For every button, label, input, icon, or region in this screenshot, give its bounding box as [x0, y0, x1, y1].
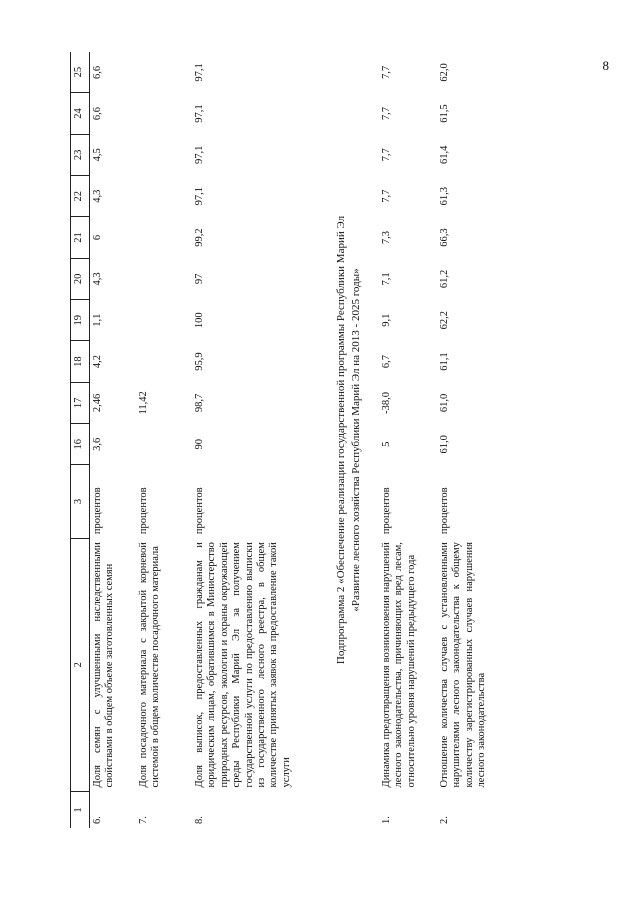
subprogram-title-row [314, 52, 379, 828]
table-row [192, 52, 314, 828]
header-cell: 21 [71, 217, 90, 258]
value-cell: 2,46 [92, 393, 103, 413]
indicator-name: Доля выписок, предоставленных гражданам и юридическим лицам, обратившимся в Министерство природных ресурсов, экологии и охраны окружающей среды Республики Марий Эл за получением государственной услуги по предоставлению выписки из государственного лесного реестра, в общем количестве принятых заявок на предоставление такой услуги [194, 542, 292, 788]
value-cell: 7,3 [380, 230, 392, 245]
value-cell: 7,7 [380, 106, 392, 121]
table-row [437, 52, 511, 828]
unit: процентов [438, 487, 450, 535]
row-number: 7. [138, 816, 149, 824]
unit: процентов [194, 487, 205, 535]
value-cell: 6,7 [380, 355, 392, 369]
value-cell: 4,5 [92, 148, 103, 162]
header-cell: 1 [71, 791, 90, 828]
table-row [136, 52, 192, 828]
value-cell: 9,1 [380, 313, 392, 327]
row-number: 8. [194, 816, 205, 824]
value-cell: 62,0 [438, 63, 450, 82]
rotated-page-content [70, 40, 630, 840]
value-cell [136, 217, 192, 258]
value-cell: 4,2 [92, 355, 103, 369]
value-cell: 6,6 [92, 65, 103, 79]
subprogram-title-line: «Развитие лесного хозяйства Республики Марий Эл на 2013 - 2025 годы» [350, 268, 363, 612]
value-cell: 6,6 [92, 106, 103, 121]
indicator-name: Доля семян с улучшенными наследственными свойствами в общем объеме заготовленных семян [92, 542, 116, 788]
value-cell: 97,1 [194, 187, 205, 206]
header-cell: 3 [71, 465, 90, 538]
row-number: 6. [92, 816, 103, 824]
value-cell: 61,2 [438, 269, 450, 289]
unit: процентов [138, 487, 149, 535]
page-number: 8 [602, 58, 609, 73]
row-number: 1. [380, 816, 392, 824]
unit: процентов [92, 487, 103, 535]
value-cell [136, 176, 192, 217]
value-cell: 11,42 [138, 391, 149, 415]
row-number: 2. [438, 816, 450, 824]
value-cell: 62,2 [438, 311, 450, 330]
table-header-row [71, 52, 90, 828]
value-cell: 61,1 [438, 352, 450, 371]
indicator-name: Динамика предотвращения возникновения нарушений лесного законодательства, причиняющих вред лесам, относительно уровня нарушений предыдущего года [380, 542, 417, 788]
value-cell: 61,4 [438, 145, 450, 165]
header-cell: 23 [71, 134, 90, 175]
indicators-table [70, 52, 511, 828]
header-cell: 18 [71, 341, 90, 382]
header-cell: 25 [71, 52, 90, 93]
table-row [90, 52, 137, 828]
value-cell: 66,3 [438, 228, 450, 247]
value-cell: 61,0 [438, 435, 450, 454]
value-cell: 61,3 [438, 187, 450, 206]
value-cell: 4,3 [92, 189, 103, 203]
value-cell: 6 [92, 234, 103, 241]
value-cell: 7,7 [380, 148, 392, 162]
value-cell: 7,1 [380, 272, 392, 286]
value-cell: 61,0 [438, 393, 450, 413]
header-cell: 20 [71, 258, 90, 299]
value-cell: 90 [194, 439, 205, 450]
value-cell: 97,1 [194, 145, 205, 165]
header-cell: 24 [71, 93, 90, 134]
header-cell: 19 [71, 300, 90, 341]
subprogram-title [314, 52, 379, 828]
table-row [379, 52, 437, 828]
value-cell: 97,1 [194, 63, 205, 82]
header-cell: 17 [71, 382, 90, 423]
value-cell [136, 258, 192, 299]
value-cell: 1,1 [92, 313, 103, 327]
value-cell: -38,0 [380, 391, 392, 414]
value-cell: 7,7 [380, 189, 392, 203]
indicator-name: Отношение количества случаев с установленными нарушителями лесного законодательства к общему количеству зарегистрированных случаев нарушения лесного законодательства [438, 542, 487, 788]
value-cell [136, 341, 192, 382]
header-cell: 22 [71, 176, 90, 217]
value-cell: 7,7 [380, 65, 392, 79]
value-cell: 99,2 [194, 228, 205, 247]
value-cell: 61,5 [438, 104, 450, 123]
value-cell [136, 134, 192, 175]
value-cell [136, 52, 192, 93]
value-cell: 97,1 [194, 104, 205, 123]
value-cell [136, 93, 192, 134]
value-cell: 97 [194, 273, 205, 285]
value-cell: 3,6 [92, 437, 103, 451]
value-cell [136, 300, 192, 341]
value-cell: 100 [194, 312, 205, 329]
unit: процентов [380, 487, 392, 535]
header-cell: 2 [71, 538, 90, 791]
value-cell: 5 [380, 441, 392, 447]
value-cell: 98,7 [194, 393, 205, 413]
subprogram-title-line: Подпрограмма 2 «Обеспечение реализации государственной программы Республики Марий Эл [335, 215, 347, 665]
header-cell: 16 [71, 424, 90, 465]
indicator-name: Доля посадочного материала с закрытой корневой системой в общем количестве посадочного материала [138, 542, 162, 788]
value-cell: 4,3 [92, 272, 103, 286]
value-cell: 95,9 [194, 352, 205, 371]
value-cell [136, 424, 192, 465]
